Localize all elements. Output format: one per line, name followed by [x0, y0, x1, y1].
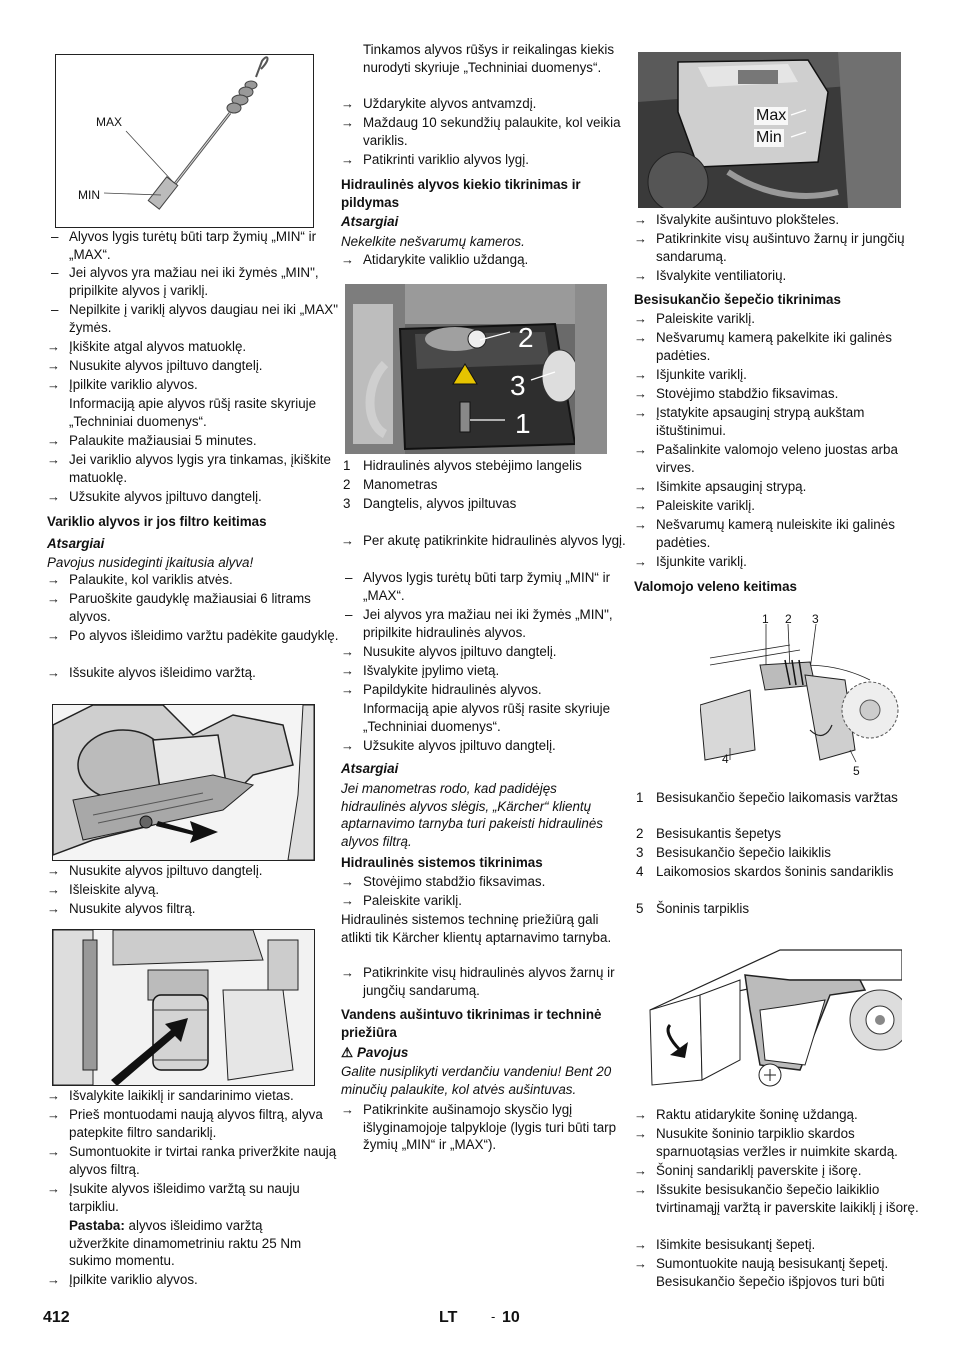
list-item: → Išvalykite aušintuvo plokšteles.	[634, 212, 840, 227]
list-item: → Palaukite mažiausiai 5 minutes.	[47, 433, 257, 448]
list-item: → Po alyvos išleidimo varžtu padėkite gaudyklę.	[47, 628, 339, 643]
list-item: → Stovėjimo stabdžio fiksavimas.	[341, 874, 546, 889]
min-label: MIN	[78, 188, 100, 202]
body-text: Hidraulinės sistemos techninę priežiūrą gali atlikti tik Kärcher klientų aptarnavimo tarnyba.	[341, 912, 612, 945]
diagram-callout-5: 5	[853, 764, 860, 778]
list-item: → Įkiškite atgal alyvos matuoklę.	[47, 339, 247, 354]
legend-item: 2 Manometras	[343, 477, 438, 492]
language-code: LT	[439, 1309, 458, 1326]
list-item: → Jei variklio alyvos lygis yra tinkamas, įkiškite matuoklę.	[47, 452, 331, 485]
list-item: → Užsukite alyvos įpiltuvo dangtelį.	[47, 489, 262, 504]
list-item: → Užsukite alyvos įpiltuvo dangtelį.	[341, 738, 556, 753]
list-item: → Paleiskite variklį.	[634, 311, 755, 326]
list-item: → Įpilkite variklio alyvos.	[47, 377, 198, 392]
list-item: → Paleiskite variklį.	[634, 498, 755, 513]
section-heading: Besisukančio šepečio tikrinimas	[634, 292, 841, 307]
section-heading: Valomojo veleno keitimas	[634, 579, 797, 594]
caution-heading: Atsargiai	[341, 761, 399, 776]
legend-item: 5 Šoninis tarpiklis	[636, 901, 750, 916]
brush-diagram	[700, 610, 900, 780]
danger-text: Galite nusiplikyti verdančiu vandeniu! Bent 20 minučių palaukite, kol atvės aušintuvas.	[341, 1064, 612, 1097]
section-heading: Vandens aušintuvo tikrinimas ir techninė priežiūra	[341, 1007, 602, 1040]
caution-heading: Atsargiai	[47, 536, 105, 551]
list-item: → Atidarykite valiklio uždangą.	[341, 252, 529, 267]
list-item: → Nusukite alyvos įpiltuvo dangtelį.	[341, 644, 557, 659]
list-item: → Išvalykite laikiklį ir sandarinimo vietas.	[47, 1088, 294, 1103]
legend-item: 3 Dangtelis, alyvos įpiltuvas	[343, 496, 517, 511]
list-item: → Šoninį sandariklį paverskite į išorę.	[634, 1163, 862, 1178]
legend-item: 3 Besisukančio šepečio laikiklis	[636, 845, 831, 860]
list-item: → Prieš montuodami naują alyvos filtrą, alyva patepkite filtro sandariklį.	[47, 1107, 323, 1140]
engine-oil-pan-illustration	[53, 705, 314, 860]
legend-item: 2 Besisukantis šepetys	[636, 826, 782, 841]
warning-triangle-icon: ⚠	[341, 1045, 354, 1060]
list-item: – Jei alyvos yra mažiau nei iki žymės „MIN", pripilkite hidraulinės alyvos.	[345, 607, 613, 640]
list-item: → Palaukite, kol variklis atvės.	[47, 572, 233, 587]
list-item: – Nepilkite į variklį alyvos daugiau nei iki „MAX" žymės.	[51, 302, 338, 335]
list-item: → Uždarykite alyvos antvamzdį.	[341, 96, 537, 111]
list-item: → Sumontuokite ir tvirtai ranka priveržkite naują alyvos filtrą.	[47, 1144, 337, 1177]
list-item: → Stovėjimo stabdžio fiksavimas.	[634, 386, 839, 401]
list-item: – Alyvos lygis turėtų būti tarp žymių „MIN“ ir „MAX“.	[51, 229, 317, 262]
list-item: → Papildykite hidraulinės alyvos.	[341, 682, 542, 697]
list-item: → Paleiskite variklį.	[341, 893, 462, 908]
hydraulic-tank-photo	[345, 284, 607, 454]
reservoir-min-label: Min	[756, 129, 782, 146]
diagram-callout-1: 1	[762, 612, 769, 626]
reservoir-max-label: Max	[756, 107, 787, 124]
section-heading: Variklio alyvos ir jos filtro keitimas	[47, 514, 267, 529]
list-item: → Nusukite alyvos filtrą.	[47, 901, 196, 916]
list-item: → Įstatykite apsauginį strypą aukštam ištuštinimui.	[634, 405, 865, 438]
section-page-number: 10	[502, 1309, 520, 1326]
page-number: 412	[43, 1309, 70, 1326]
photo-callout-1: 1	[515, 408, 531, 439]
diagram-callout-3: 3	[812, 612, 819, 626]
list-item: → Išsukite alyvos išleidimo varžtą.	[47, 665, 256, 680]
list-item: → Raktu atidarykite šoninę uždangą.	[634, 1107, 858, 1122]
list-item: → Nešvarumų kamerą nuleiskite iki galinės padėties.	[634, 517, 895, 550]
list-item: → Įsukite alyvos išleidimo varžtą su nauju tarpikliu.	[47, 1181, 300, 1214]
list-item: → Įpilkite variklio alyvos.	[47, 1272, 198, 1287]
list-item: → Pašalinkite valomojo veleno juostas arba virves.	[634, 442, 898, 475]
intro-text: Tinkamos alyvos rūšys ir reikalingas kiekis nurodyti skyriuje „Techniniai duomenys“.	[363, 42, 615, 75]
hydraulic-tank-illustration	[345, 284, 607, 454]
list-item: → Išjunkite variklį.	[634, 554, 747, 569]
max-label: MAX	[96, 115, 123, 129]
list-item: → Sumontuokite naują besisukantį šepetį. Besisukančio šepečio išpjovos turi būti	[634, 1256, 889, 1289]
diagram-callout-2: 2	[785, 612, 792, 626]
list-item: → Paruoškite gaudyklę mažiausiai 6 litrams alyvos.	[47, 591, 311, 624]
oil-filter-photo	[52, 929, 315, 1086]
coolant-reservoir-photo	[638, 52, 901, 208]
list-item: → Išimkite besisukantį šepetį.	[634, 1237, 816, 1252]
list-item: → Išjunkite variklį.	[634, 367, 747, 382]
list-item: → Išsukite besisukančio šepečio laikiklio tvirtinamąjį varžtą ir paverskite laikiklį į išorę.	[634, 1182, 919, 1215]
caution-heading: Atsargiai	[341, 214, 399, 229]
list-item: → Maždaug 10 sekundžių palaukite, kol veikia variklis.	[341, 115, 621, 148]
list-item: – Jei alyvos yra mažiau nei iki žymės „MIN", pripilkite alyvos į variklį.	[51, 265, 319, 298]
note-text: Pastaba: alyvos išleidimo varžtą užveržkite dinamometriniu raktu 25 Nm sukimo momentu.	[69, 1218, 302, 1269]
oil-drain-photo	[52, 704, 315, 861]
list-item: → Nešvarumų kamerą pakelkite iki galinės padėties.	[634, 330, 892, 363]
diagram-callout-4: 4	[722, 752, 729, 766]
oil-filter-illustration	[53, 930, 314, 1085]
photo-callout-2: 2	[518, 322, 534, 353]
list-item: → Nusukite alyvos įpiltuvo dangtelį.	[47, 863, 263, 878]
section-heading: Hidraulinės alyvos kiekio tikrinimas ir pildymas	[341, 177, 581, 210]
list-item: – Alyvos lygis turėtų būti tarp žymių „MIN“ ir „MAX“.	[345, 570, 611, 603]
side-door-illustration	[640, 930, 902, 1090]
list-item: → Per akutę patikrinkite hidraulinės alyvos lygį.	[341, 533, 626, 548]
danger-heading: ⚠ Pavojus	[341, 1045, 409, 1060]
caution-text: Jei manometras rodo, kad padidėjęs hidraulinės alyvos slėgis, „Kärcher“ klientų aptarnavimo tarnyba turi pakeisti hidraulinės alyvos filtrą.	[341, 781, 604, 849]
photo-callout-3: 3	[510, 370, 526, 401]
list-item: → Išleiskite alyvą.	[47, 882, 160, 897]
section-heading: Hidraulinės sistemos tikrinimas	[341, 855, 543, 870]
list-item: → Nusukite alyvos įpiltuvo dangtelį.	[47, 358, 263, 373]
list-item: → Patikrinkite visų hidraulinės alyvos žarnų ir jungčių sandarumą.	[341, 965, 615, 998]
dipstick-figure	[55, 54, 314, 228]
side-door-diagram	[640, 930, 902, 1090]
brush-assembly-illustration	[700, 610, 900, 780]
list-item: → Patikrinti variklio alyvos lygį.	[341, 152, 529, 167]
note-text: Informaciją apie alyvos rūšį rasite skyriuje „Techniniai duomenys“.	[363, 701, 611, 734]
legend-item: 4 Laikomosios skardos šoninis sandariklis	[636, 864, 894, 879]
caution-text: Pavojus nusideginti įkaitusia alyva!	[47, 555, 254, 570]
list-item: → Išvalykite įpylimo vietą.	[341, 663, 500, 678]
legend-item: 1 Besisukančio šepečio laikomasis varžtas	[636, 790, 898, 805]
list-item: → Nusukite šoninio tarpiklio skardos sparnuotąsias veržles ir nuimkite skardą.	[634, 1126, 898, 1159]
list-item: → Išimkite apsauginį strypą.	[634, 479, 807, 494]
caution-text: Nekelkite nešvarumų kameros.	[341, 234, 525, 249]
footer-dash: -	[491, 1309, 496, 1324]
note-text: Informaciją apie alyvos rūšį rasite skyriuje „Techniniai duomenys“.	[69, 396, 317, 429]
list-item: → Išvalykite ventiliatorių.	[634, 268, 787, 283]
legend-item: 1 Hidraulinės alyvos stebėjimo langelis	[343, 458, 582, 473]
list-item: → Patikrinkite aušinamojo skysčio lygį išlyginamojoje talpykloje (lygis turi būti tarp žymių „MIN“ ir „MAX“).	[341, 1102, 617, 1153]
list-item: → Patikrinkite visų aušintuvo žarnų ir jungčių sandarumą.	[634, 231, 905, 264]
